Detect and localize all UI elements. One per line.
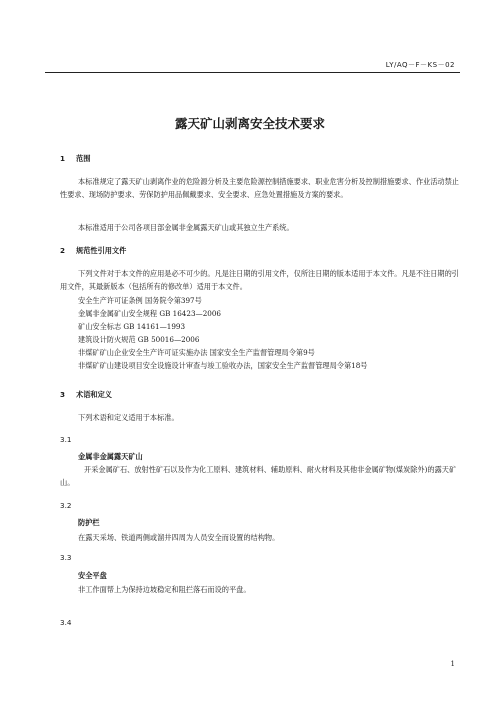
page-number: 1: [450, 660, 455, 668]
reference-item: 安全生产许可证条例 国务院令第397号: [78, 296, 202, 305]
term-number: 3.3: [60, 553, 72, 562]
reference-item: 矿山安全标志 GB 14161—1993: [78, 322, 186, 331]
term-number: 3.4: [60, 618, 72, 627]
reference-item: 非煤矿矿山企业安全生产许可证实施办法 国家安全生产监督管理局令第9号: [78, 348, 315, 357]
section-2-paragraph-1: 下列文件对于本文件的应用是必不可少的。凡是注日期的引用文件，仅所注日期的版本适用于本文件。凡是不注日期的引用文件，其最新版本（包括所有的修改单）适用于本文件。: [60, 269, 459, 291]
section-1-paragraph-1: 本标准规定了露天矿山剥离作业的危险源分析及主要危险源控制措施要求、职业危害分析及控制措施要求、作业活动禁止性要求、现场防护要求、劳保防护用品佩戴要求、安全要求、应急处置措施及方案的要求。: [60, 177, 459, 199]
term-definition: 非工作面帮上为保持边坡稳定和阻拦落石而设的平盘。: [78, 585, 251, 594]
term-name: 金属非金属露天矿山: [78, 452, 143, 461]
header-rule: [45, 72, 460, 73]
section-2-heading: [60, 246, 126, 256]
term-number: 3.2: [60, 501, 72, 510]
section-number: 2: [60, 246, 66, 255]
section-title: 术语和定义: [76, 390, 112, 399]
section-number: 3: [60, 390, 66, 399]
section-number: 1: [60, 154, 66, 163]
section-1-heading: [60, 154, 90, 164]
term-name: 安全平盘: [78, 571, 107, 580]
reference-item: 非煤矿矿山建设项目安全设施设计审查与竣工验收办法，国家安全生产监督管理局令第18号: [78, 361, 368, 370]
term-name: 防护栏: [78, 518, 100, 527]
section-title: 范围: [76, 154, 91, 163]
term-definition: 开采金属矿石、放射性矿石以及作为化工原料、建筑材料、辅助原料、耐火材料及其他非金属矿物(煤炭除外)的露天矿山。: [60, 465, 457, 487]
reference-item: 建筑设计防火规范 GB 50016—2006: [78, 335, 200, 344]
section-1-paragraph-2: 本标准适用于公司各项目部金属非金属露天矿山或其独立生产系统。: [78, 223, 294, 232]
document-code: LY/AQ－F－KS－02: [385, 61, 455, 69]
term-number: 3.1: [60, 435, 72, 444]
document-title: 露天矿山剥离安全技术要求: [174, 116, 325, 131]
reference-item: 金属非金属矿山安全规程 GB 16423—2006: [78, 309, 222, 318]
section-3-heading: [60, 390, 112, 400]
section-title: 规范性引用文件: [76, 246, 127, 255]
section-3-paragraph-1: 下列术语和定义适用于本标准。: [78, 413, 179, 422]
term-definition: 在露天采场、铁道两侧或溜井四周为人员安全而设置的结构物。: [78, 533, 280, 542]
